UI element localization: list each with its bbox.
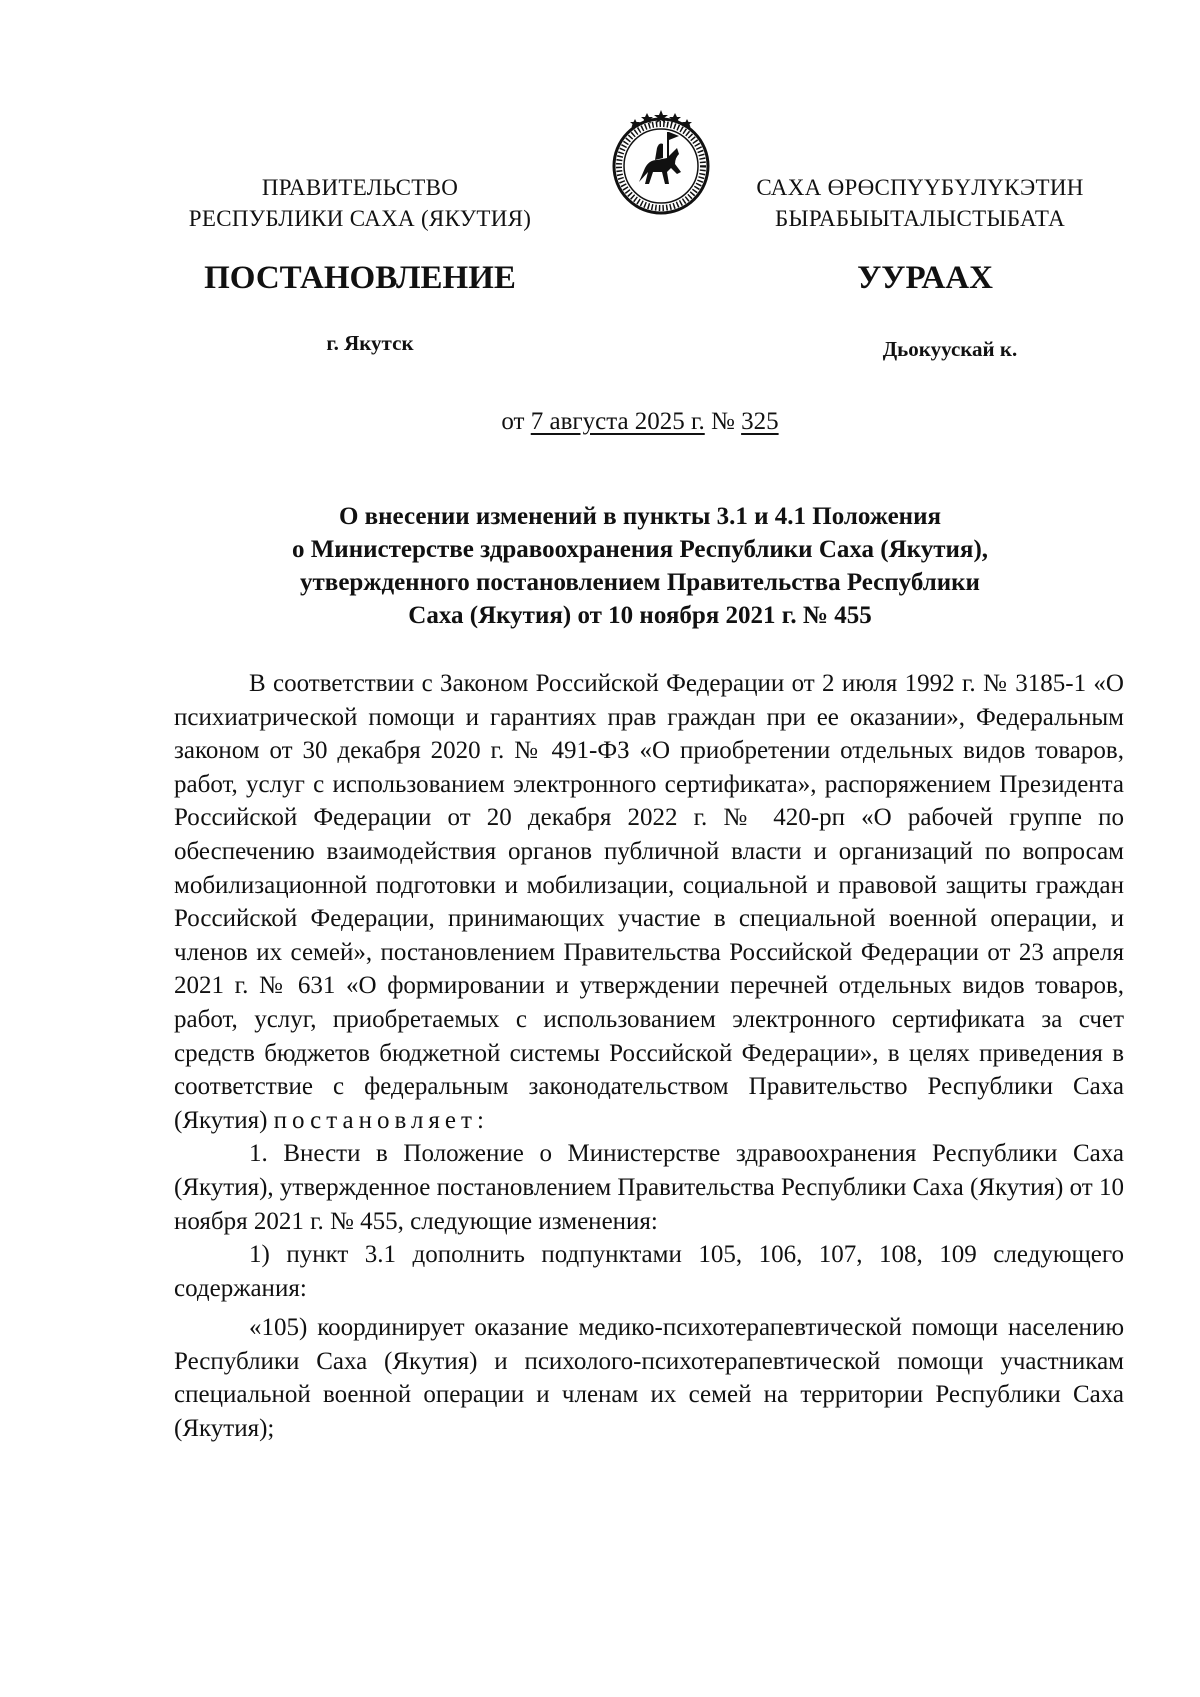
document-body	[174, 667, 1124, 1446]
title-line: о Министерстве здравоохранения Республики Саха (Якутия),	[291, 536, 989, 563]
title-line: Саха (Якутия) от 10 ноября 2021 г. № 455	[408, 602, 872, 629]
document-number: 325	[741, 408, 779, 435]
preamble-paragraph	[174, 667, 1124, 1137]
decree-word: постановляет:	[273, 1106, 489, 1134]
government-name-sakha-line2: БЫРАБЫЫТАЛЫСТЫБАТА	[774, 206, 1066, 231]
document-date: 7 августа 2025 г.	[530, 408, 705, 435]
document-title	[150, 500, 1130, 632]
document-date-line	[0, 406, 1200, 438]
doc-type-russian: ПОСТАНОВЛЕНИЕ	[204, 260, 516, 296]
coat-of-arms-icon	[605, 108, 717, 220]
city-sakha: Дьокуускай к.	[882, 337, 1018, 361]
government-name-sakha	[710, 172, 1130, 234]
government-name-sakha-line1: САХА ӨРӨСПҮҮБҮЛҮКЭТИН	[756, 175, 1084, 200]
date-prefix: от	[501, 408, 525, 435]
number-sign: №	[711, 408, 735, 435]
city-russian: г. Якутск	[326, 331, 414, 355]
government-name-line1: ПРАВИТЕЛЬСТВО	[261, 175, 459, 200]
clause-paragraph: 1. Внести в Положение о Министерстве здравоохранения Республики Саха (Якутия), утвержденное постановлением Правительства Республики Саха (Якутия) от 10 ноября 2021 г. № 455, следующие изменения:	[174, 1140, 1124, 1235]
government-name-russian	[150, 172, 570, 234]
doc-type-sakha: УУРААХ	[857, 260, 993, 296]
preamble-text: В соответствии с Законом Российской Федерации от 2 июля 1992 г. № 3185-1 «О психиатрической помощи и гарантиях прав граждан при ее оказании», Федеральным законом от 30 декабря 2020 г. № 491-ФЗ «О приобретении отдельных видов товаров, работ, услуг с использованием электронного сертификата», распоряжением Президента Российской Федерации от 20 декабря 2022 г. № 420-рп «О рабочей группе по обеспечению взаимодействия органов публичной власти и организаций по вопросам мобилизационной подготовки и мобилизации, социальной и правовой защиты граждан Российской Федерации, принимающих участие в специальной военной операции, и членов их семей», постановлением Правительства Российской Федерации от 23 апреля 2021 г. № 631 «О формировании и утверждении перечней отдельных видов товаров, работ, услуг, приобретаемых с использованием электронного сертификата за счет средств бюджетов бюджетной системы Российской Федерации», в целях приведения в соответствие с федеральным законодательством Правительство Республики Саха (Якутия)	[174, 670, 1124, 1134]
title-line: утвержденного постановлением Правительства Республики	[300, 569, 980, 596]
title-line: О внесении изменений в пункты 3.1 и 4.1 Положения	[338, 503, 942, 530]
subclause-paragraph: 1) пункт 3.1 дополнить подпунктами 105, 106, 107, 108, 109 следующего содержания:	[174, 1241, 1124, 1302]
government-name-line2: РЕСПУБЛИКИ САХА (ЯКУТИЯ)	[188, 206, 532, 231]
subclause-105-paragraph: «105) координирует оказание медико-психотерапевтической помощи населению Республики Саха (Якутия) и психолого-психотерапевтической помощи участникам специальной военной операции и членам их семей на территории Республики Саха (Якутия);	[174, 1314, 1124, 1443]
